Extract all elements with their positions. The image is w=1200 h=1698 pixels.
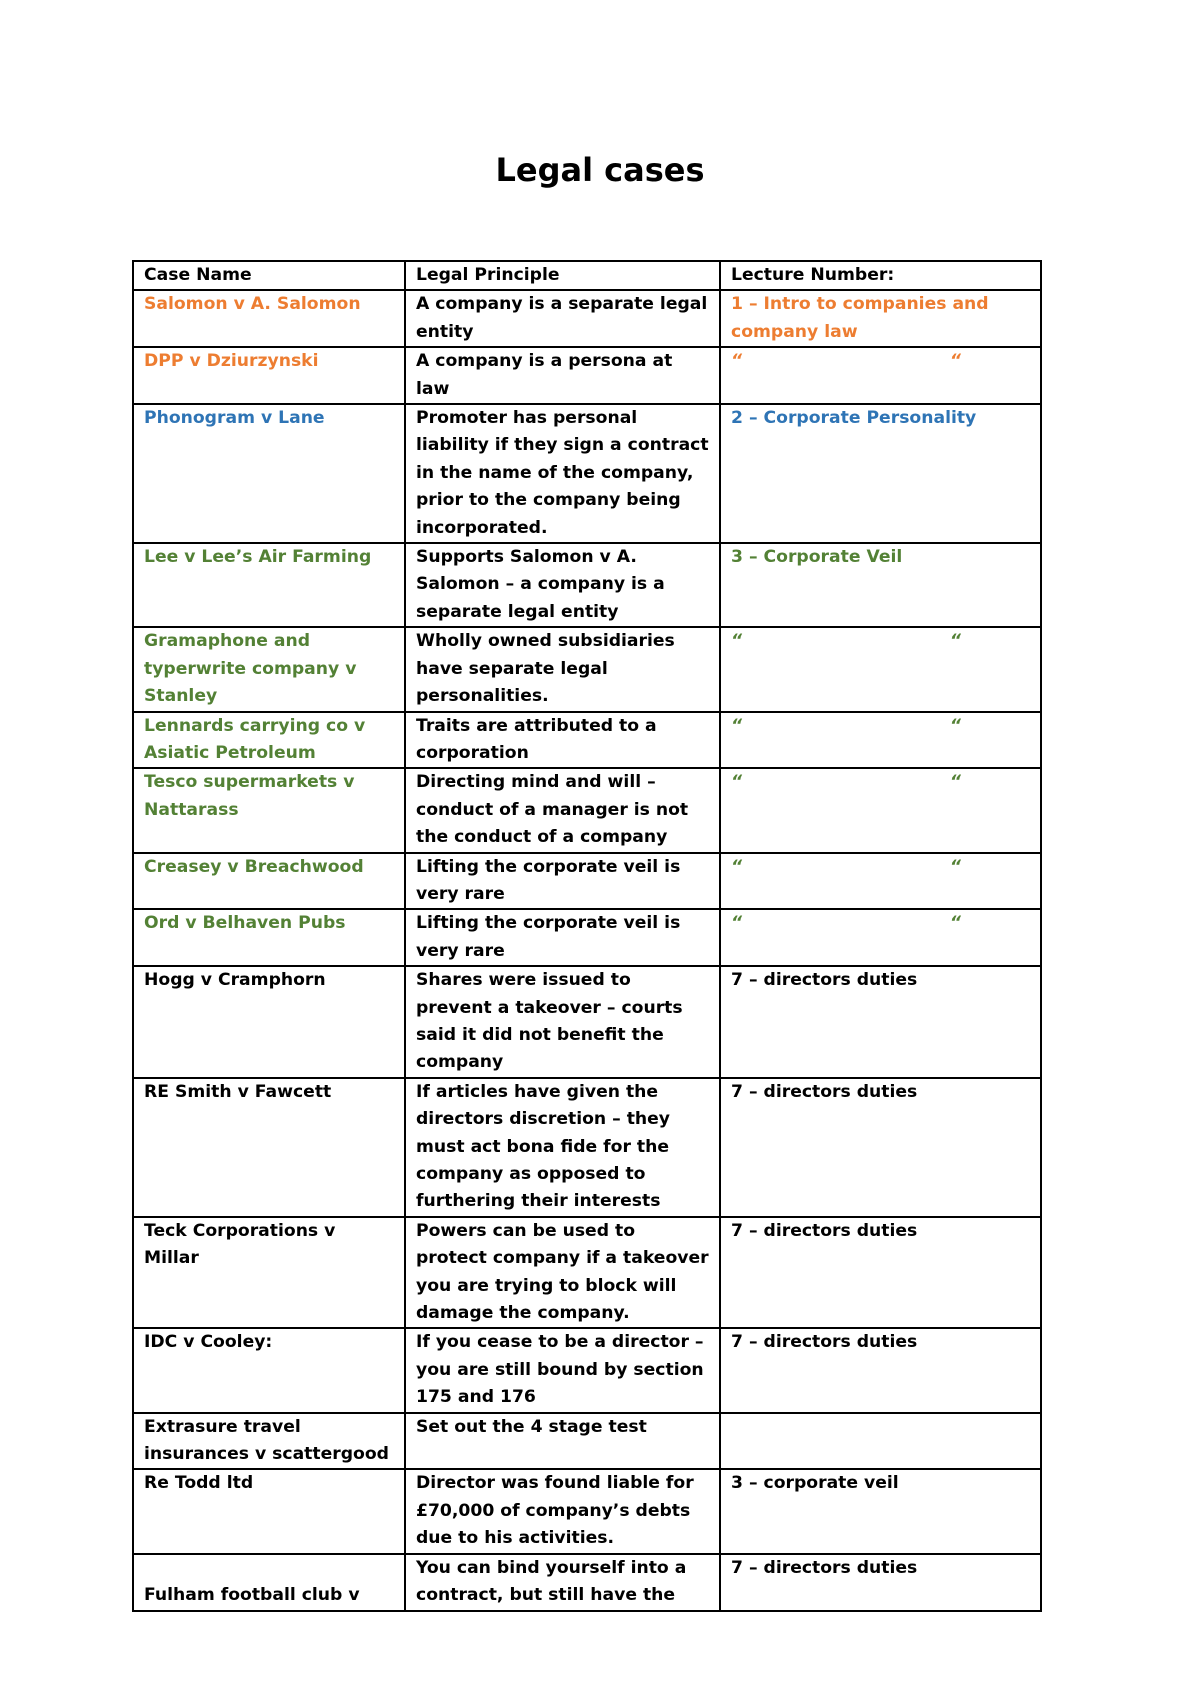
ditto-mark: “ — [731, 772, 743, 793]
ditto-mark: “ — [949, 772, 961, 793]
lecture-number-cell: 1 – Intro to companies and company law — [720, 290, 1041, 347]
lecture-number-cell — [720, 909, 1041, 966]
case-name-cell: Gramaphone and typerwrite company v Stanley — [133, 627, 405, 711]
legal-principle-cell: A company is a persona at law — [405, 347, 720, 404]
ditto-mark: “ — [731, 913, 743, 934]
lecture-number-cell — [720, 712, 1041, 769]
legal-principle-cell: Powers can be used to protect company if a takeover you are trying to block will damage the company. — [405, 1217, 720, 1329]
ditto-mark: “ — [949, 715, 961, 736]
case-name-cell: Lennards carrying co v Asiatic Petroleum — [133, 712, 405, 769]
table-header-row — [133, 261, 1041, 290]
legal-principle-cell: If articles have given the directors discretion – they must act bona fide for the company as opposed to furthering their interests — [405, 1078, 720, 1217]
legal-principle-cell: You can bind yourself into a contract, but still have the — [405, 1554, 720, 1611]
ditto-mark: “ — [731, 715, 743, 736]
ditto-mark: “ — [949, 631, 961, 652]
legal-principle-cell: A company is a separate legal entity — [405, 290, 720, 347]
header-case-name: Case Name — [133, 261, 405, 290]
lecture-number-cell — [720, 627, 1041, 711]
table-body — [133, 290, 1041, 1610]
table-row — [133, 909, 1041, 966]
ditto-mark: “ — [731, 351, 743, 372]
legal-principle-cell: Wholly owned subsidiaries have separate legal personalities. — [405, 627, 720, 711]
table-row — [133, 1554, 1041, 1611]
table-row — [133, 1469, 1041, 1553]
ditto-mark: “ — [949, 856, 961, 877]
cases-table-wrapper — [132, 260, 1040, 1612]
table-row — [133, 543, 1041, 627]
case-name-cell: RE Smith v Fawcett — [133, 1078, 405, 1217]
table-row — [133, 1413, 1041, 1470]
legal-principle-cell: Director was found liable for £70,000 of company’s debts due to his activities. — [405, 1469, 720, 1553]
ditto-mark: “ — [949, 913, 961, 934]
case-name-cell: Lee v Lee’s Air Farming — [133, 543, 405, 627]
case-name-cell: Creasey v Breachwood — [133, 853, 405, 910]
case-name-cell: IDC v Cooley: — [133, 1328, 405, 1412]
table-row — [133, 404, 1041, 543]
ditto-marks — [731, 348, 961, 375]
ditto-mark: “ — [731, 631, 743, 652]
lecture-number-cell: 3 – corporate veil — [720, 1469, 1041, 1553]
lecture-number-cell — [720, 1413, 1041, 1470]
legal-principle-cell: If you cease to be a director – you are still bound by section 175 and 176 — [405, 1328, 720, 1412]
legal-principle-cell: Set out the 4 stage test — [405, 1413, 720, 1470]
lecture-number-cell — [720, 853, 1041, 910]
lecture-number-cell — [720, 347, 1041, 404]
page-title: Legal cases — [495, 151, 705, 189]
ditto-marks — [731, 713, 961, 740]
case-name-cell: Teck Corporations v Millar — [133, 1217, 405, 1329]
table-row — [133, 966, 1041, 1078]
ditto-mark: “ — [949, 351, 961, 372]
case-name-cell: Ord v Belhaven Pubs — [133, 909, 405, 966]
lecture-number-cell: 3 – Corporate Veil — [720, 543, 1041, 627]
header-lecture-number: Lecture Number: — [720, 261, 1041, 290]
case-name-cell: Phonogram v Lane — [133, 404, 405, 543]
ditto-marks — [731, 628, 961, 655]
table-row — [133, 712, 1041, 769]
table-row — [133, 347, 1041, 404]
lecture-number-cell: 7 – directors duties — [720, 1078, 1041, 1217]
legal-principle-cell: Lifting the corporate veil is very rare — [405, 909, 720, 966]
case-name-cell: DPP v Dziurzynski — [133, 347, 405, 404]
case-name-cell: Hogg v Cramphorn — [133, 966, 405, 1078]
lecture-number-cell: 7 – directors duties — [720, 966, 1041, 1078]
ditto-marks — [731, 769, 961, 796]
lecture-number-cell: 7 – directors duties — [720, 1217, 1041, 1329]
ditto-mark: “ — [731, 856, 743, 877]
case-name-cell: Re Todd ltd — [133, 1469, 405, 1553]
lecture-number-cell: 7 – directors duties — [720, 1554, 1041, 1611]
cases-table — [132, 260, 1042, 1612]
table-row — [133, 768, 1041, 852]
case-name-cell: Fulham football club v — [133, 1554, 405, 1611]
legal-principle-cell: Directing mind and will – conduct of a manager is not the conduct of a company — [405, 768, 720, 852]
legal-principle-cell: Supports Salomon v A. Salomon – a company is a separate legal entity — [405, 543, 720, 627]
case-name-cell: Salomon v A. Salomon — [133, 290, 405, 347]
ditto-marks — [731, 910, 961, 937]
lecture-number-cell: 2 – Corporate Personality — [720, 404, 1041, 543]
legal-principle-cell: Lifting the corporate veil is very rare — [405, 853, 720, 910]
case-name-cell: Tesco supermarkets v Nattarass — [133, 768, 405, 852]
legal-principle-cell: Promoter has personal liability if they sign a contract in the name of the company, prior to the company being incorporated. — [405, 404, 720, 543]
legal-principle-cell: Shares were issued to prevent a takeover – courts said it did not benefit the company — [405, 966, 720, 1078]
lecture-number-cell — [720, 768, 1041, 852]
table-row — [133, 1328, 1041, 1412]
table-row — [133, 1217, 1041, 1329]
legal-principle-cell: Traits are attributed to a corporation — [405, 712, 720, 769]
table-row — [133, 1078, 1041, 1217]
header-legal-principle: Legal Principle — [405, 261, 720, 290]
ditto-marks — [731, 854, 961, 881]
lecture-number-cell: 7 – directors duties — [720, 1328, 1041, 1412]
table-row — [133, 853, 1041, 910]
table-row — [133, 290, 1041, 347]
table-row — [133, 627, 1041, 711]
case-name-cell: Extrasure travel insurances v scattergood — [133, 1413, 405, 1470]
